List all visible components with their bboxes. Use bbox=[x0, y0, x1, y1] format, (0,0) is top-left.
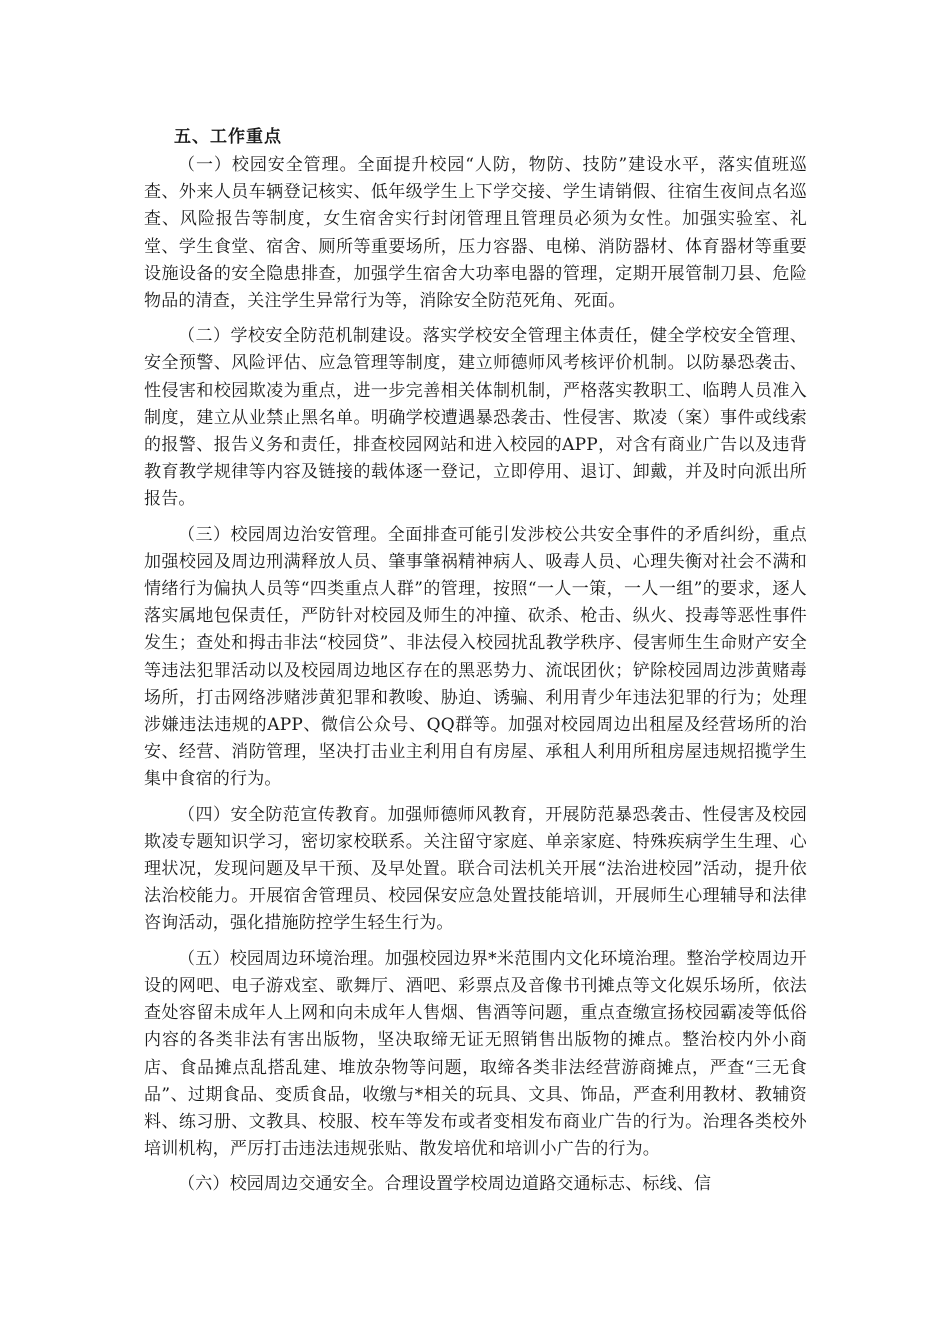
paragraph-environment-governance: （五）校园周边环境治理。加强校园边界*米范围内文化环境治理。整治学校周边开设的网吧、电子游戏室、歌舞厅、酒吧、彩票点及音像书刊摊点等文化娱乐场所，依法查处容留未成年人上网和向未成年人售烟、售酒等问题，重点查缴宣扬校园霸凌等低俗内容的各类非法有害出版物，坚决取缔无证无照销售出版物的摊点。整治校内外小商店、食品摊点乱搭乱建、堆放杂物等问题，取缔各类非法经营游商摊点，严查“三无食品”、过期食品、变质食品，收缴与*相关的玩具、文具、饰品，严查利用教材、教辅资料、练习册、文教具、校服、校车等发布或者变相发布商业广告的行为。治理各类校外培训机构，严厉打击违法违规张贴、散发培优和培训小广告的行为。 bbox=[144, 948, 807, 1160]
paragraph-campus-safety: （一）校园安全管理。全面提升校园“人防，物防、技防”建设水平，落实值班巡查、外来人员车辆登记核实、低年级学生上下学交接、学生请销假、往宿生夜间点名巡查、风险报告等制度，女生宿舍实行封闭管理且管理员必须为女性。加强实验室、礼堂、学生食堂、宿舍、厕所等重要场所，压力容器、电梯、消防器材、体育器材等重要设施设备的安全隐患排查，加强学生宿舍大功率电器的管理，定期开展管制刀县、危险物品的清查，关注学生异常行为等，消除安全防范死角、死面。 bbox=[144, 155, 807, 312]
paragraph-surrounding-security: （三）校园周边治安管理。全面排查可能引发涉校公共安全事件的矛盾纠纷，重点加强校园及周边刑满释放人员、肇事肇祸精神病人、吸毒人员、心理失衡对社会不满和情绪行为偏执人员等“四类重点人群”的管理，按照“一人一策，一人一组”的要求，逐人落实属地包保责任，严防针对校园及师生的冲撞、砍杀、枪击、纵火、投毒等恶性事件发生；查处和拇击非法“校园贷”、非法侵入校园扰乱教学秩序、侵害师生生命财产安全等违法犯罪活动以及校园周边地区存在的黑恶势力、流氓团伙；铲除校园周边涉黄赌毒场所，打击网络涉赌涉黄犯罪和教唆、胁迫、诱骗、利用青少年违法犯罪的行为；处理涉嫌违法违规的APP、微信公众号、QQ群等。加强对校园周边出租屋及经营场所的治安、经营、消防管理，坚决打击业主利用自有房屋、承租人利用所租房屋违规招揽学生集中食宿的行为。 bbox=[144, 524, 807, 790]
paragraph-prevention-mechanism: （二）学校安全防范机制建设。落实学校安全管理主体责任，健全学校安全管理、安全预警、风险评估、应急管理等制度，建立师德师风考核评价机制。以防暴恐袭击、性侵害和校园欺凌为重点，进一步完善相关体制机制，严格落实教职工、临聘人员准入制度，建立从业禁止黑名单。明确学校遭遇暴恐袭击、性侵害、欺凌（案）事件或线索的报警、报告义务和责任，排查校园网站和进入校园的APP，对含有商业广告以及违背教育教学规律等内容及链接的载体逐一登记，立即停用、退订、卸戴，并及时向派出所报告。 bbox=[144, 326, 807, 510]
paragraph-traffic-safety: （六）校园周边交通安全。合理设置学校周边道路交通标志、标线、信 bbox=[178, 1174, 712, 1195]
paragraph-safety-education: （四）安全防范宣传教育。加强师德师风教育，开展防范暴恐袭击、性侵害及校园欺凌专题知识学习，密切家校联系。关注留守家庭、单亲家庭、特殊疾病学生生理、心理状况，发现问题及早干预、及早处置。联合司法机关开展“法治进校园”活动，提升依法治校能力。开展宿舍管理员、校园保安应急处置技能培训，开展师生心理辅导和法律咨询活动，强化措施防控学生轻生行为。 bbox=[144, 804, 807, 934]
section-heading: 五、工作重点 bbox=[174, 127, 282, 147]
document-page bbox=[144, 124, 807, 1207]
